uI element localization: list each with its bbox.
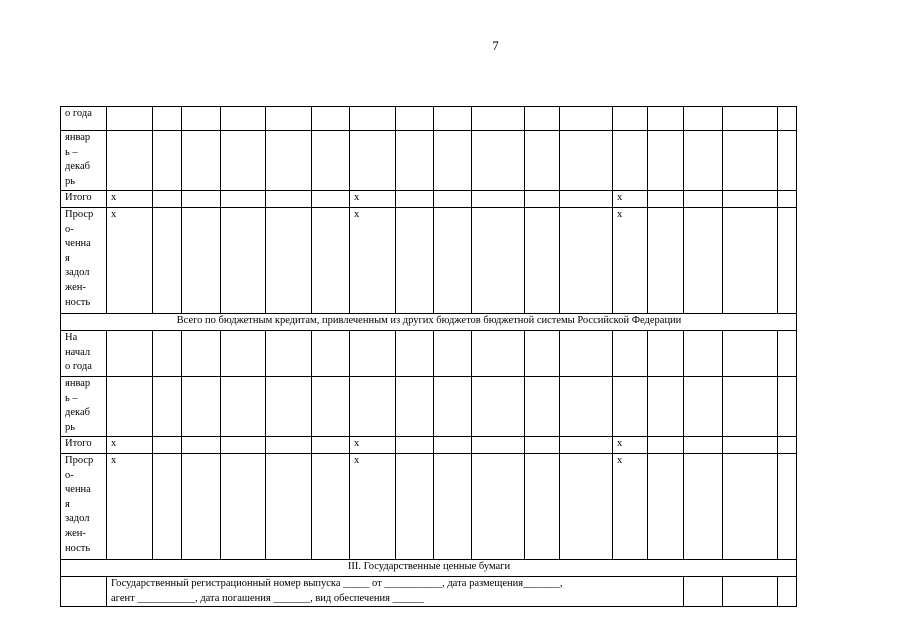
row-label-total: Итого <box>61 437 107 454</box>
x-mark: x <box>107 191 153 208</box>
table-row <box>61 560 797 577</box>
table-row <box>61 131 797 191</box>
row-label-overdue: Проср о- ченна я задол жен- ность <box>61 454 107 560</box>
table-row <box>61 331 797 377</box>
x-mark: x <box>107 208 153 314</box>
table-row <box>61 107 797 131</box>
row-label-start: На начал о года <box>61 331 107 377</box>
row-label: о года <box>61 107 107 131</box>
table-row <box>61 437 797 454</box>
registration-info: Государственный регистрационный номер выпуска _____ от ___________, дата размещения_______, агент ___________, дата погашения _______, вид обеспечения ______ <box>107 577 684 607</box>
x-mark: x <box>107 437 153 454</box>
row-label-period: январ ь – декаб рь <box>61 377 107 437</box>
table-row <box>61 377 797 437</box>
row-label-period: январ ь – декаб рь <box>61 131 107 191</box>
row-label-overdue: Проср о- ченна я задол жен- ность <box>61 208 107 314</box>
row-label-total: Итого <box>61 191 107 208</box>
x-mark: x <box>350 437 396 454</box>
table-row <box>61 314 797 331</box>
x-mark: x <box>350 191 396 208</box>
table-row <box>61 577 797 607</box>
debt-table <box>60 106 797 607</box>
x-mark: x <box>107 454 153 560</box>
page-number: 7 <box>492 38 499 53</box>
table-row <box>61 454 797 560</box>
section-title-budget-credits: Всего по бюджетным кредитам, привлеченным из других бюджетов бюджетной системы Российской Федерации <box>61 314 797 331</box>
table-row <box>61 191 797 208</box>
x-mark: x <box>613 454 648 560</box>
x-mark: x <box>350 208 396 314</box>
x-mark: x <box>613 191 648 208</box>
x-mark: x <box>613 437 648 454</box>
x-mark: x <box>350 454 396 560</box>
section-title-securities: III. Государственные ценные бумаги <box>61 560 797 577</box>
x-mark: x <box>613 208 648 314</box>
table-row <box>61 208 797 314</box>
